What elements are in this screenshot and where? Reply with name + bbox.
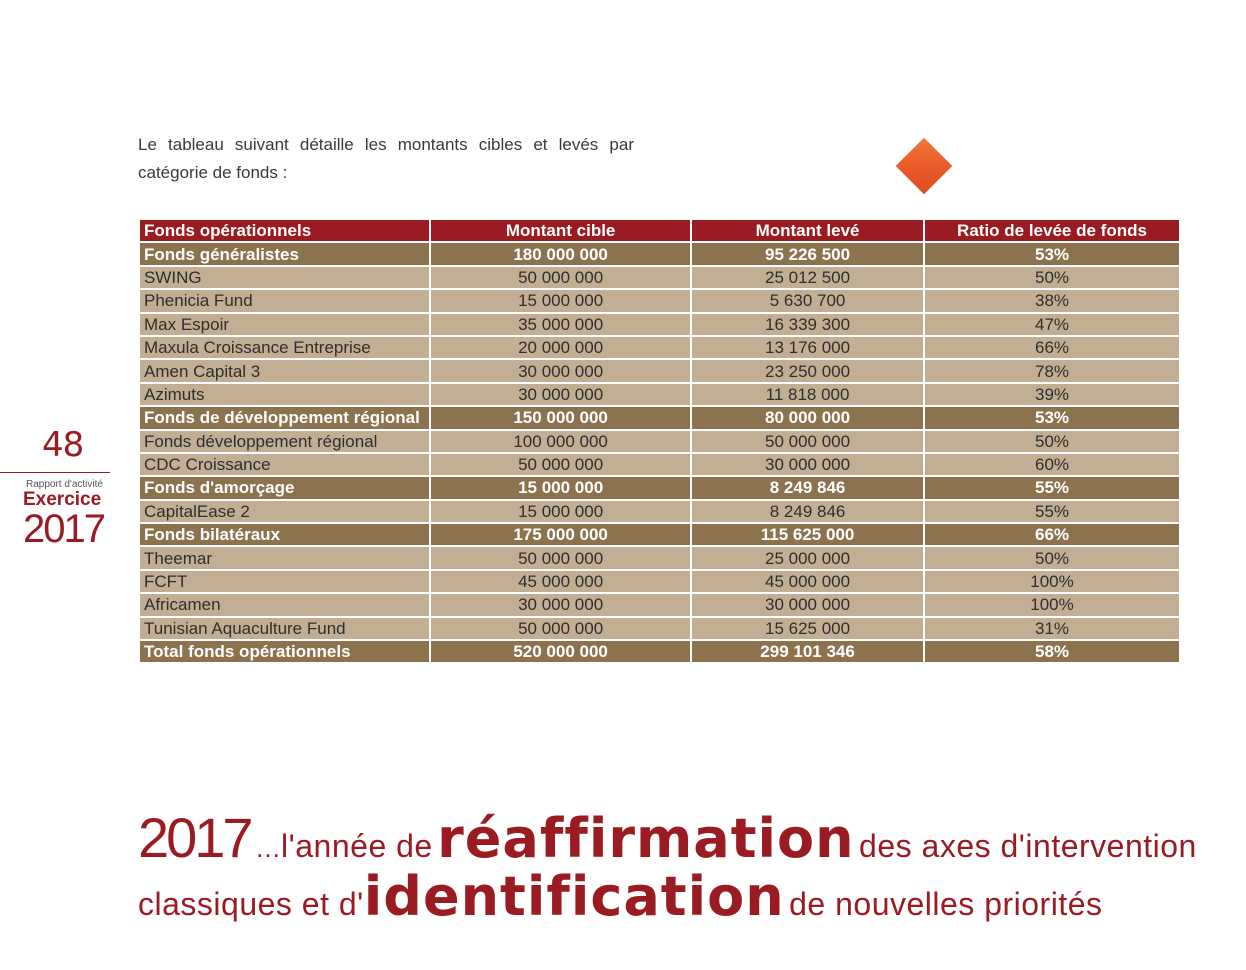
tagline-ellipsis: …: [255, 833, 282, 863]
fund-name-cell: CDC Croissance: [140, 454, 429, 475]
fund-name-cell: Theemar: [140, 547, 429, 568]
ratio-cell: 100%: [925, 594, 1179, 615]
raised-amount-cell: 16 339 300: [692, 314, 923, 335]
ratio-cell: 55%: [925, 477, 1179, 498]
raised-amount-cell: 80 000 000: [692, 407, 923, 428]
header-ratio: Ratio de levée de fonds: [925, 220, 1179, 241]
ratio-cell: 39%: [925, 384, 1179, 405]
exercise-year: 2017: [23, 507, 104, 551]
table-row: [140, 618, 1179, 639]
table-row: [140, 501, 1179, 522]
fund-name-cell: Fonds développement régional: [140, 431, 429, 452]
header-raised: Montant levé: [692, 220, 923, 241]
table-row: [140, 594, 1179, 615]
target-amount-cell: 30 000 000: [431, 384, 690, 405]
raised-amount-cell: 95 226 500: [692, 243, 923, 264]
table-row: [140, 571, 1179, 592]
tagline-line-1: [138, 805, 1198, 870]
table-row: [140, 431, 1179, 452]
ratio-cell: 31%: [925, 618, 1179, 639]
table-group-row: [140, 524, 1179, 545]
header-fund: Fonds opérationnels: [140, 220, 429, 241]
table-header-row: [140, 220, 1179, 241]
target-amount-cell: 30 000 000: [431, 594, 690, 615]
target-amount-cell: 35 000 000: [431, 314, 690, 335]
tagline-year: 2017: [138, 806, 251, 869]
header-target: Montant cible: [431, 220, 690, 241]
page-number: 48: [42, 425, 84, 465]
report-label: Rapport d'activité: [26, 479, 103, 490]
raised-amount-cell: 299 101 346: [692, 641, 923, 662]
funds-table: [138, 218, 1181, 664]
raised-amount-cell: 8 249 846: [692, 501, 923, 522]
fund-name-cell: Total fonds opérationnels: [140, 641, 429, 662]
ratio-cell: 55%: [925, 501, 1179, 522]
fund-name-cell: Amen Capital 3: [140, 360, 429, 381]
fund-name-cell: Tunisian Aquaculture Fund: [140, 618, 429, 639]
raised-amount-cell: 11 818 000: [692, 384, 923, 405]
ratio-cell: 50%: [925, 547, 1179, 568]
orange-diamond-icon: [896, 138, 953, 195]
target-amount-cell: 50 000 000: [431, 267, 690, 288]
tagline-part-3: classiques et d': [138, 886, 364, 922]
table-row: [140, 454, 1179, 475]
tagline-part-4: de nouvelles priorités: [789, 886, 1103, 922]
raised-amount-cell: 23 250 000: [692, 360, 923, 381]
intro-paragraph: Le tableau suivant détaille les montants cibles et levés par catégorie de fonds :: [138, 135, 634, 182]
raised-amount-cell: 5 630 700: [692, 290, 923, 311]
target-amount-cell: 30 000 000: [431, 360, 690, 381]
fund-name-cell: CapitalEase 2: [140, 501, 429, 522]
table-group-row: [140, 477, 1179, 498]
fund-name-cell: Fonds bilatéraux: [140, 524, 429, 545]
ratio-cell: 50%: [925, 267, 1179, 288]
fund-name-cell: Africamen: [140, 594, 429, 615]
fund-name-cell: Fonds d'amorçage: [140, 477, 429, 498]
table-group-row: [140, 641, 1179, 662]
target-amount-cell: 50 000 000: [431, 454, 690, 475]
table-row: [140, 267, 1179, 288]
ratio-cell: 53%: [925, 243, 1179, 264]
fund-name-cell: Max Espoir: [140, 314, 429, 335]
ratio-cell: 38%: [925, 290, 1179, 311]
target-amount-cell: 50 000 000: [431, 547, 690, 568]
tagline-line-2: [138, 865, 1198, 928]
fund-name-cell: Fonds de développement régional: [140, 407, 429, 428]
target-amount-cell: 150 000 000: [431, 407, 690, 428]
ratio-cell: 100%: [925, 571, 1179, 592]
raised-amount-cell: 30 000 000: [692, 454, 923, 475]
target-amount-cell: 50 000 000: [431, 618, 690, 639]
ratio-cell: 60%: [925, 454, 1179, 475]
tagline-part-1: l'année de: [281, 828, 433, 864]
table-body: [140, 243, 1179, 662]
ratio-cell: 50%: [925, 431, 1179, 452]
ratio-cell: 58%: [925, 641, 1179, 662]
raised-amount-cell: 8 249 846: [692, 477, 923, 498]
target-amount-cell: 100 000 000: [431, 431, 690, 452]
table-row: [140, 360, 1179, 381]
table-row: [140, 314, 1179, 335]
table-row: [140, 290, 1179, 311]
raised-amount-cell: 50 000 000: [692, 431, 923, 452]
target-amount-cell: 520 000 000: [431, 641, 690, 662]
target-amount-cell: 15 000 000: [431, 290, 690, 311]
target-amount-cell: 15 000 000: [431, 477, 690, 498]
ratio-cell: 66%: [925, 337, 1179, 358]
table-row: [140, 384, 1179, 405]
fund-name-cell: Fonds généralistes: [140, 243, 429, 264]
raised-amount-cell: 45 000 000: [692, 571, 923, 592]
target-amount-cell: 15 000 000: [431, 501, 690, 522]
ratio-cell: 78%: [925, 360, 1179, 381]
tagline-part-2: des axes d'intervention: [859, 828, 1197, 864]
raised-amount-cell: 15 625 000: [692, 618, 923, 639]
table-group-row: [140, 407, 1179, 428]
fund-name-cell: SWING: [140, 267, 429, 288]
tagline-bold-2: identification: [363, 865, 785, 928]
raised-amount-cell: 30 000 000: [692, 594, 923, 615]
table-group-row: [140, 243, 1179, 264]
fund-name-cell: Maxula Croissance Entreprise: [140, 337, 429, 358]
table-row: [140, 547, 1179, 568]
exercise-label: Exercice: [23, 489, 102, 510]
fund-name-cell: FCFT: [140, 571, 429, 592]
tagline-bold-1: réaffirmation: [437, 807, 855, 870]
target-amount-cell: 45 000 000: [431, 571, 690, 592]
table-row: [140, 337, 1179, 358]
tagline: [138, 805, 1198, 928]
fund-name-cell: Azimuts: [140, 384, 429, 405]
target-amount-cell: 180 000 000: [431, 243, 690, 264]
target-amount-cell: 175 000 000: [431, 524, 690, 545]
raised-amount-cell: 115 625 000: [692, 524, 923, 545]
ratio-cell: 53%: [925, 407, 1179, 428]
fund-name-cell: Phenicia Fund: [140, 290, 429, 311]
raised-amount-cell: 13 176 000: [692, 337, 923, 358]
ratio-cell: 66%: [925, 524, 1179, 545]
sidebar-divider: [0, 472, 110, 473]
raised-amount-cell: 25 012 500: [692, 267, 923, 288]
ratio-cell: 47%: [925, 314, 1179, 335]
target-amount-cell: 20 000 000: [431, 337, 690, 358]
raised-amount-cell: 25 000 000: [692, 547, 923, 568]
